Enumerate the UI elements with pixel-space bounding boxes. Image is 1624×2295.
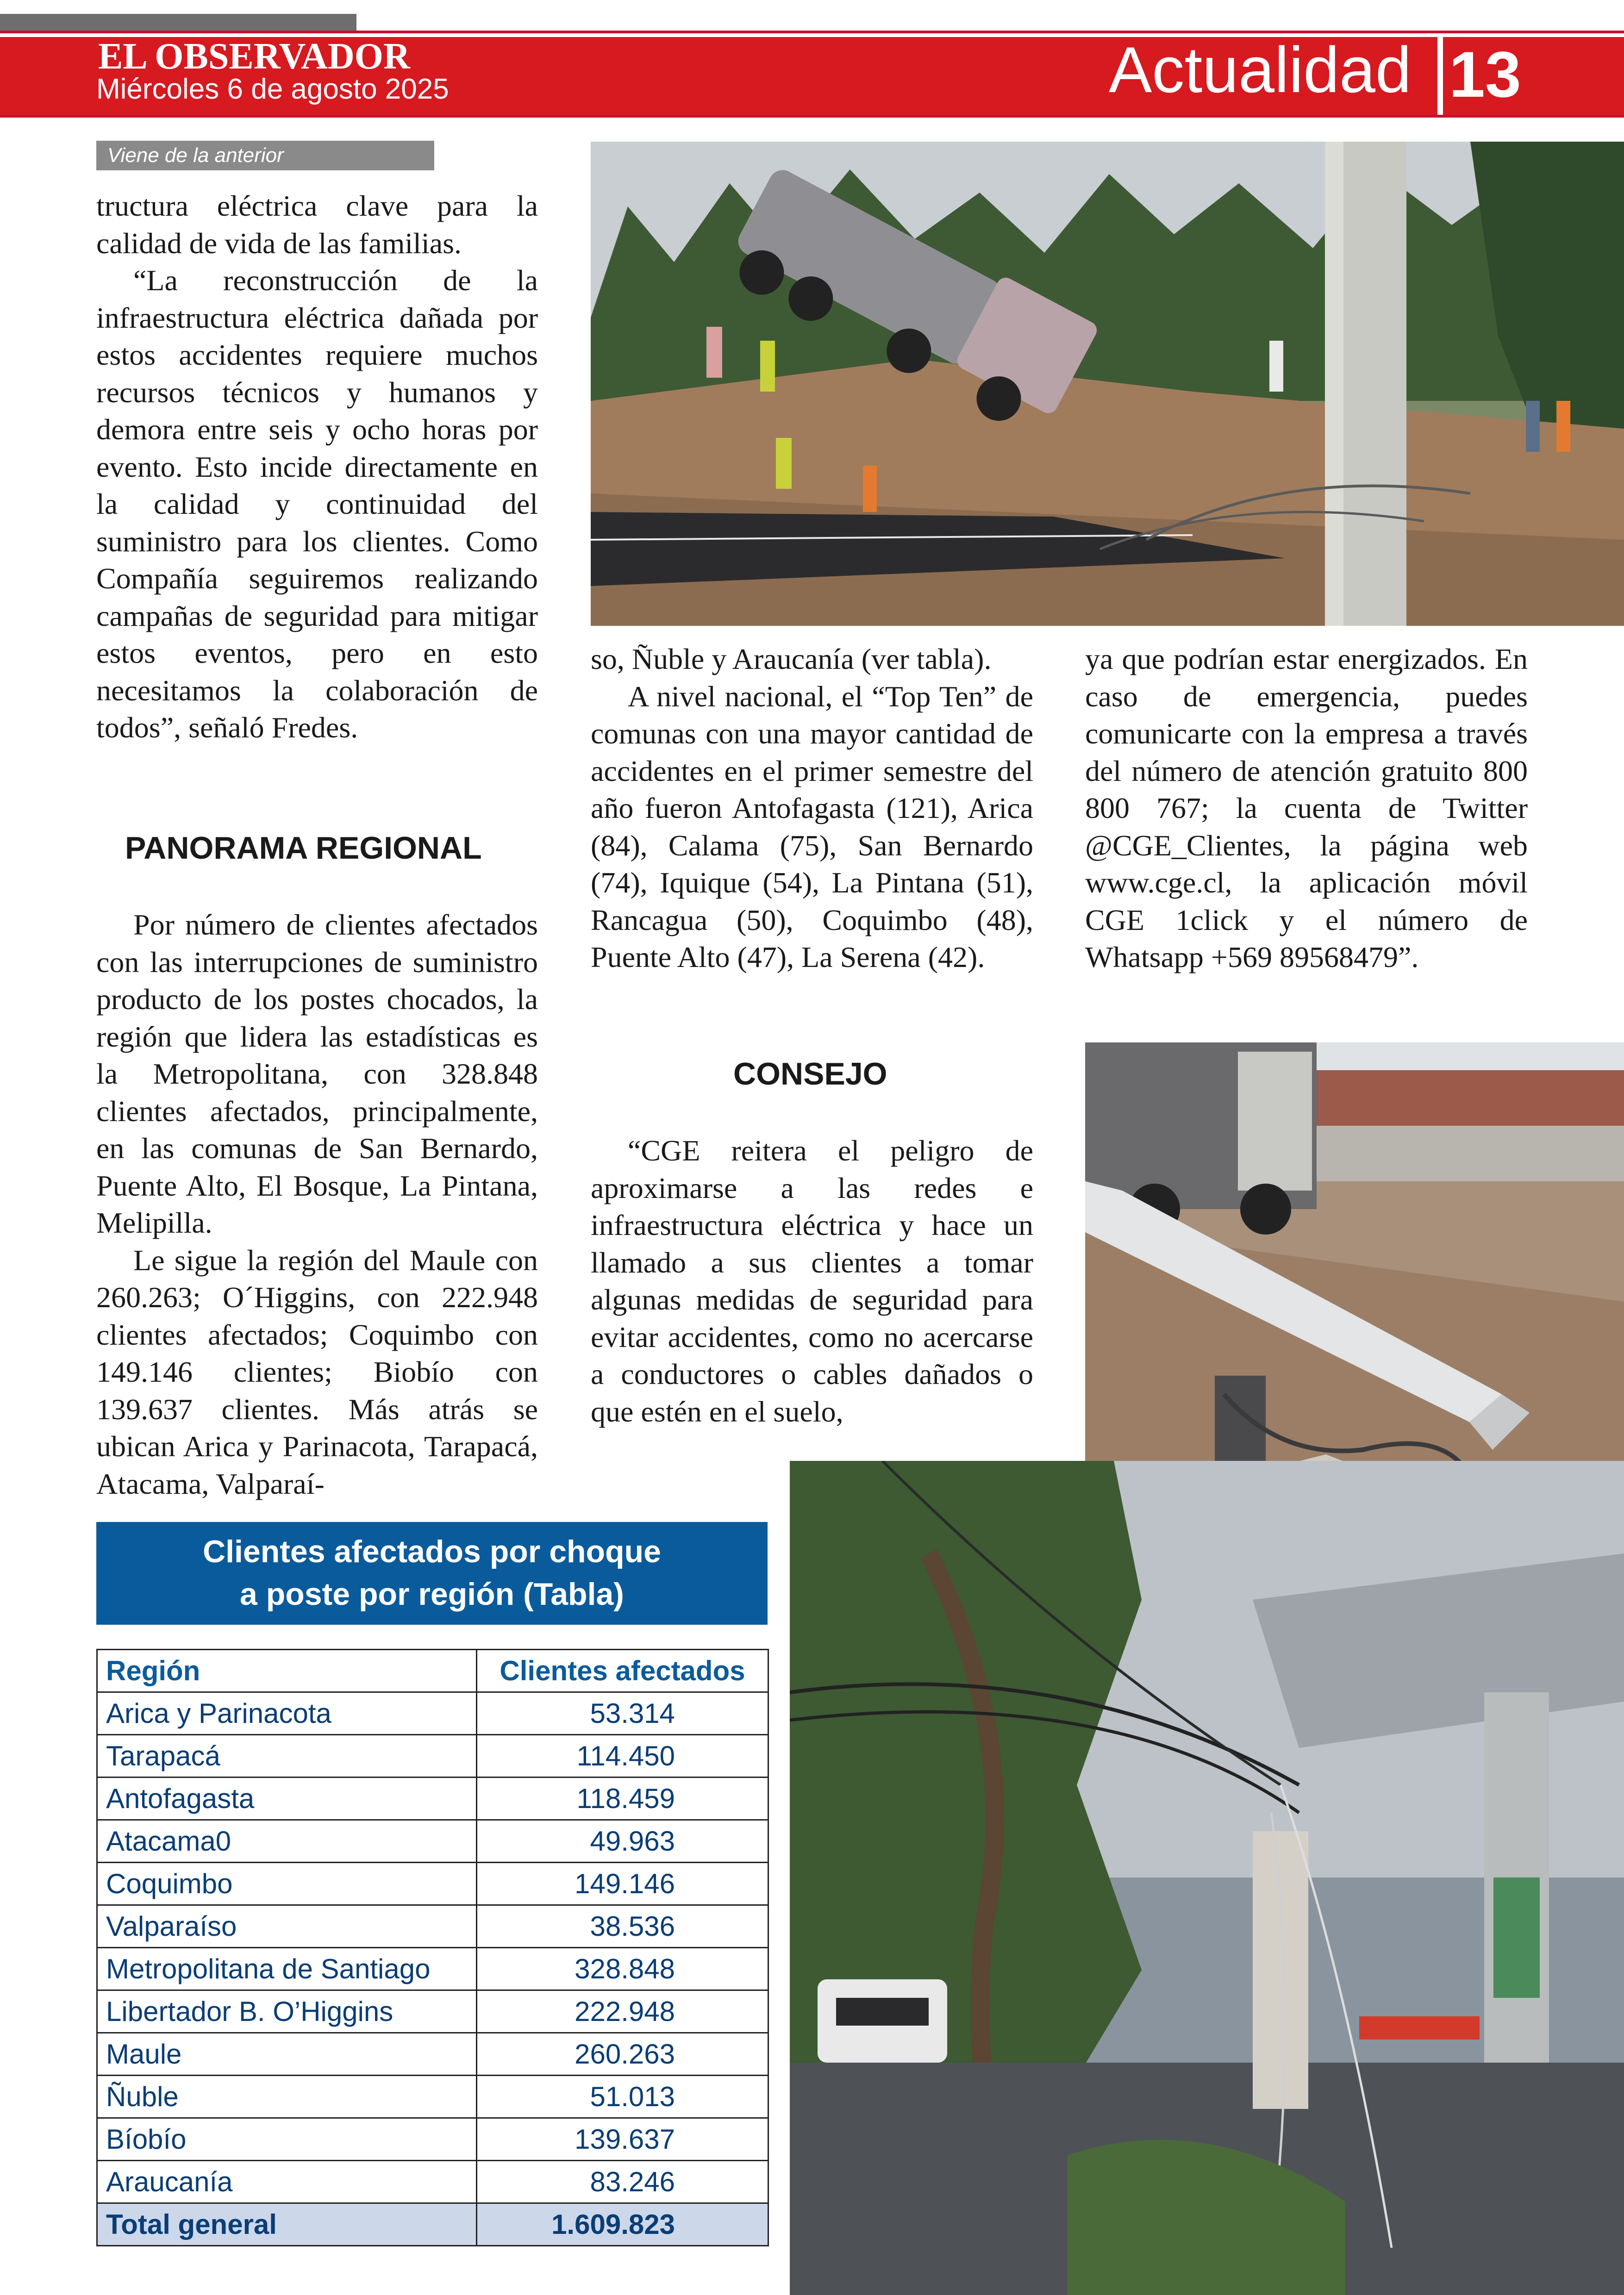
table-row [97, 2118, 768, 2161]
clients-by-region-table [96, 1649, 769, 2246]
continued-tag: Viene de la anterior [96, 141, 434, 170]
table-row [97, 1863, 768, 1905]
header-bottom-rule [0, 115, 1624, 118]
article-paragraph: A nivel nacional, el “Top Ten” de comunas con una mayor cantidad de accidentes en el primer semestre del año fueron Antofagasta (121), Arica (84), Calama (75), San Bernardo (74), Iquique (54), La Pintana (51), Rancagua (50), Coquimbo (48), Puente Alto (47), La Serena (42). [591, 680, 1033, 973]
table-title-line-1: Clientes afectados por choque [203, 1534, 661, 1569]
region-cell: Araucanía [97, 2161, 477, 2203]
value-cell: 38.536 [477, 1905, 768, 1948]
article-paragraph: so, Ñuble y Araucanía (ver tabla). [591, 642, 992, 675]
table-row [97, 1948, 768, 1990]
article-column-3 [1085, 641, 1528, 976]
value-cell: 260.263 [477, 2033, 768, 2076]
table-row [97, 1905, 768, 1948]
table-row [97, 1692, 768, 1735]
header-separator [1437, 37, 1443, 115]
article-paragraph: Por número de clientes afectados con las interrupciones de suministro producto de los postes chocados, la región que lidera las estadísticas es la Metropolitana, con 328.848 clientes afectados, principalmente, en las comunas de San Bernardo, Puente Alto, El Bosque, La Pintana, Melipilla. [96, 908, 538, 1239]
photo-overturned-truck [591, 142, 1624, 626]
table-row [97, 2033, 768, 2076]
photo-tree-cables [790, 1461, 1624, 2295]
value-cell: 118.459 [477, 1777, 768, 1820]
value-cell: 83.246 [477, 2161, 768, 2203]
region-cell: Maule [97, 2033, 477, 2076]
issue-date: Miércoles 6 de agosto 2025 [96, 73, 449, 105]
header-gray-bar [0, 14, 356, 31]
value-cell: 149.146 [477, 1863, 768, 1905]
subhead-consejo: CONSEJO [733, 1056, 887, 1091]
value-cell: 53.314 [477, 1692, 768, 1735]
article-paragraph: “CGE reitera el peligro de aproximarse a las redes e infraestructura eléctrica y hace un llamado a sus clientes a tomar algunas medidas de seguridad para evitar accidentes, como no acercarse a conductores o cables dañados o que estén en el suelo, [591, 1134, 1033, 1428]
header-region: Región [97, 1650, 477, 1692]
table-title [96, 1522, 768, 1625]
article-column-2b [591, 1132, 1033, 1430]
article-column-2 [591, 641, 1033, 976]
page-number: 13 [1449, 38, 1521, 111]
value-cell: 328.848 [477, 1948, 768, 1990]
newspaper-name: EL OBSERVADOR [98, 36, 410, 77]
value-cell: 51.013 [477, 2076, 768, 2118]
subhead-panorama-regional: PANORAMA REGIONAL [125, 830, 482, 866]
region-cell: Bíobío [97, 2118, 477, 2161]
article-paragraph: ya que podrían estar energizados. En caso de emergencia, puedes comunicarte con la empresa a través del número de atención gratuito 800 800 767; la cuenta de Twitter @CGE_Clientes, la página web www.cge.cl, la aplicación móvil CGE 1click y el número de Whatsapp +569 89568479”. [1085, 642, 1528, 973]
article-paragraph: “La reconstrucción de la infraestructura eléctrica dañada por estos accidentes requiere muchos recursos técnicos y humanos y demora entre seis y ocho horas por evento. Esto incide directamente en la calidad y continuidad del suministro para los clientes. Como Compañía seguiremos realizando campañas de seguridad para mitigar estos eventos, pero en esto necesitamos la colaboración de todos”, señaló Fredes. [96, 264, 538, 744]
region-cell: Coquimbo [97, 1863, 477, 1905]
header-clients: Clientes afectados [477, 1650, 768, 1692]
table-total-row [97, 2203, 768, 2246]
region-cell: Metropolitana de Santiago [97, 1948, 477, 1990]
section-name: Actualidad [1109, 33, 1412, 106]
article-column-1 [96, 187, 538, 747]
total-label: Total general [97, 2203, 477, 2246]
article-paragraph: Le sigue la región del Maule con 260.263; O´Higgins, con 222.948 clientes afectados; Coquimbo con 149.146 clientes; Biobío con 139.637 clientes. Más atrás se ubican Arica y Parinacota, Tarapacá, Atacama, Valparaí- [96, 1243, 538, 1500]
value-cell: 139.637 [477, 2118, 768, 2161]
table-row [97, 1777, 768, 1820]
value-cell: 49.963 [477, 1820, 768, 1863]
value-cell: 222.948 [477, 1990, 768, 2033]
table-row [97, 2161, 768, 2203]
region-cell: Ñuble [97, 2076, 477, 2118]
table-row [97, 1735, 768, 1777]
region-cell: Atacama0 [97, 1820, 477, 1863]
region-cell: Tarapacá [97, 1735, 477, 1777]
table-header-row [97, 1650, 768, 1692]
total-value: 1.609.823 [477, 2203, 768, 2246]
article-paragraph: tructura eléctrica clave para la calidad de vida de las familias. [96, 189, 538, 260]
region-cell: Antofagasta [97, 1777, 477, 1820]
region-cell: Arica y Parinacota [97, 1692, 477, 1735]
region-cell: Valparaíso [97, 1905, 477, 1948]
table-row [97, 2076, 768, 2118]
table-row [97, 1990, 768, 2033]
article-column-1b [96, 906, 538, 1503]
table-row [97, 1820, 768, 1863]
value-cell: 114.450 [477, 1735, 768, 1777]
region-cell: Libertador B. O’Higgins [97, 1990, 477, 2033]
table-title-line-2: a poste por región (Tabla) [240, 1577, 624, 1612]
